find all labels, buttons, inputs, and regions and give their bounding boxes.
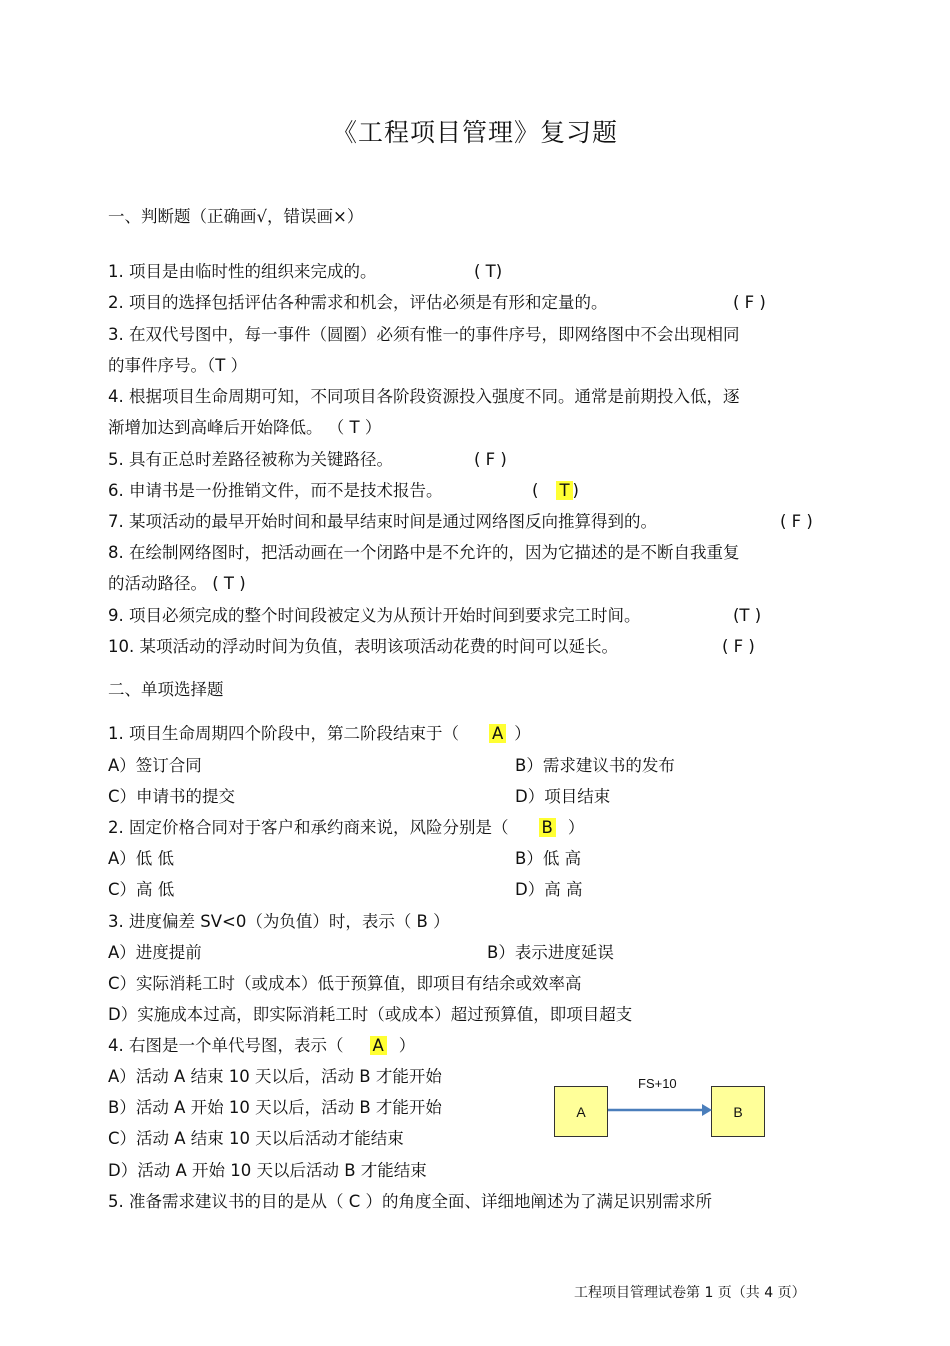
activity-node-a: A (554, 1086, 608, 1137)
precedence-arrow (608, 1102, 712, 1118)
tf-q8-line1: 8. 在绘制网络图时，把活动画在一个闭路中是不允许的，因为它描述的是不断自我重复 (108, 543, 740, 562)
mc-q1-option-b: B）需求建议书的发布 (515, 756, 675, 775)
section2-heading: 二、单项选择题 (108, 680, 224, 699)
mc-q1-option-d: D）项目结束 (515, 787, 611, 806)
tf-q5-text: 5. 具有正总时差路径被称为关键路径。 (108, 450, 393, 469)
mc-q4-option-a: A）活动 A 结束 10 天以后，活动 B 才能开始 (108, 1067, 442, 1086)
section1-heading: 一、判断题（正确画√，错误画×） (108, 207, 364, 226)
mc-q1-option-c: C）申请书的提交 (108, 787, 236, 806)
tf-q9-answer: (T ) (733, 606, 762, 625)
tf-q4-line1: 4. 根据项目生命周期可知，不同项目各阶段资源投入强度不同。通常是前期投入低，逐 (108, 387, 740, 406)
tf-q10-text: 10. 某项活动的浮动时间为负值，表明该项活动花费的时间可以延长。 (108, 637, 618, 656)
tf-q6-highlighted-mark: T (556, 481, 572, 500)
mc-q2-close: ） (567, 818, 585, 837)
single-code-network-diagram (552, 1076, 772, 1140)
mc-q2-stem (108, 818, 584, 838)
mc-q5-stem: 5. 准备需求建议书的目的是从（ C ）的角度全面、详细地阐述为了满足识别需求所 (108, 1192, 712, 1211)
mc-q4-answer: A (370, 1036, 387, 1055)
mc-q4-option-b: B）活动 A 开始 10 天以后，活动 B 才能开始 (108, 1098, 442, 1117)
tf-q6-open: ( (532, 481, 539, 500)
page-title: 《工程项目管理》复习题 (331, 118, 618, 147)
mc-q1-answer: A (489, 724, 506, 743)
mc-q1-option-a: A）签订合同 (108, 756, 202, 775)
tf-q1-answer: ( T) (474, 262, 503, 281)
mc-q1-stem-text: 1. 项目生命周期四个阶段中，第二阶段结束于（ (108, 724, 459, 743)
mc-q1-close: ） (514, 724, 531, 743)
page-footer: 工程项目管理试卷第 1 页（共 4 页） (574, 1285, 806, 1301)
tf-q10-answer: ( F ) (722, 637, 755, 656)
tf-q5-answer: ( F ) (474, 450, 507, 469)
tf-q8-line2: 的活动路径。 ( T ) (108, 574, 246, 593)
mc-q3-option-b: B）表示进度延误 (487, 943, 614, 962)
mc-q4-stem-text: 4. 右图是一个单代号图，表示（ (108, 1036, 344, 1055)
mc-q3-option-c: C）实际消耗工时（或成本）低于预算值，即项目有结余或效率高 (108, 974, 582, 993)
mc-q3-stem: 3. 进度偏差 SV<0（为负值）时，表示（ B ） (108, 912, 450, 931)
mc-q2-option-d: D）高 高 (515, 880, 583, 899)
tf-q6-answer (532, 481, 579, 501)
mc-q3-option-a: A）进度提前 (108, 943, 202, 962)
mc-q4-stem (108, 1036, 415, 1056)
mc-q2-option-b: B）低 高 (515, 849, 582, 868)
mc-q2-option-c: C）高 低 (108, 880, 175, 899)
tf-q7-answer: ( F ) (780, 512, 813, 531)
fs-lag-label: FS+10 (638, 1076, 677, 1091)
mc-q4-close: ） (398, 1036, 416, 1055)
tf-q2-text: 2. 项目的选择包括评估各种需求和机会，评估必须是有形和定量的。 (108, 293, 608, 312)
mc-q2-option-a: A）低 低 (108, 849, 175, 868)
tf-q4-line2: 渐增加达到高峰后开始降低。 （ T ） (108, 418, 382, 437)
mc-q4-option-d: D）活动 A 开始 10 天以后活动 B 才能结束 (108, 1161, 427, 1180)
activity-node-b: B (711, 1086, 765, 1137)
tf-q3-line2: 的事件序号。（T ） (108, 356, 248, 375)
mc-q4-option-c: C）活动 A 结束 10 天以后活动才能结束 (108, 1129, 404, 1148)
mc-q3-option-d: D）实施成本过高，即实际消耗工时（或成本）超过预算值，即项目超支 (108, 1005, 633, 1024)
tf-q7-text: 7. 某项活动的最早开始时间和最早结束时间是通过网络图反向推算得到的。 (108, 512, 657, 531)
tf-q6-text: 6. 申请书是一份推销文件，而不是技术报告。 (108, 481, 443, 500)
mc-q2-answer: B (539, 818, 556, 837)
mc-q1-stem (108, 724, 531, 744)
tf-q3-line1: 3. 在双代号图中，每一事件（圆圈）必须有惟一的事件序号，即网络图中不会出现相同 (108, 325, 740, 344)
tf-q6-close: ) (572, 481, 579, 500)
tf-q2-answer: ( F ) (733, 293, 766, 312)
mc-q2-stem-text: 2. 固定价格合同对于客户和承约商来说，风险分别是（ (108, 818, 509, 837)
tf-q9-text: 9. 项目必须完成的整个时间段被定义为从预计开始时间到要求完工时间。 (108, 606, 641, 625)
tf-q1-text: 1. 项目是由临时性的组织来完成的。 (108, 262, 377, 281)
